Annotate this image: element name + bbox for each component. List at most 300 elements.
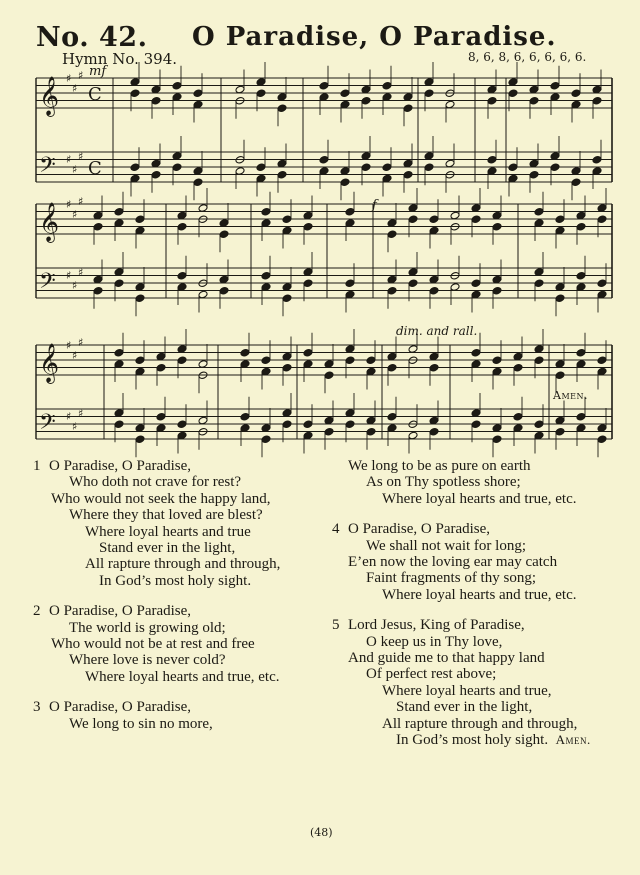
note-head bbox=[429, 363, 439, 372]
note-head bbox=[508, 89, 518, 98]
note-head bbox=[156, 363, 166, 372]
note-head bbox=[235, 167, 245, 176]
note-head bbox=[387, 219, 397, 228]
bass-clef: 𝄢 bbox=[39, 269, 56, 299]
note-head bbox=[324, 371, 334, 380]
note-head bbox=[471, 348, 481, 357]
note-head bbox=[172, 152, 182, 161]
note-head bbox=[114, 268, 124, 277]
note-head bbox=[130, 78, 140, 87]
note-head bbox=[576, 211, 586, 220]
note-head bbox=[177, 345, 187, 354]
note-head bbox=[408, 279, 418, 288]
verse-line: O keep us in Thy love, bbox=[366, 633, 503, 650]
common-time-sign: C bbox=[88, 84, 102, 105]
note-head bbox=[366, 427, 376, 436]
verse-line: As on Thy spotless shore; bbox=[366, 474, 521, 491]
sharp-sign: ♯ bbox=[66, 269, 72, 282]
note-head bbox=[261, 283, 271, 292]
note-head bbox=[261, 435, 271, 444]
verse-line: O Paradise, O Paradise, bbox=[49, 699, 192, 716]
verse-line: In God’s most holy sight. bbox=[99, 572, 252, 589]
note-head bbox=[256, 174, 266, 183]
note-head bbox=[130, 174, 140, 183]
verse-line: The world is growing old; bbox=[69, 619, 226, 636]
note-head bbox=[508, 174, 518, 183]
note-head bbox=[114, 207, 124, 216]
note-head bbox=[135, 367, 145, 376]
note-head bbox=[177, 431, 187, 440]
treble-clef: 𝄞 bbox=[39, 343, 60, 383]
note-head bbox=[319, 155, 329, 164]
sharp-sign: ♯ bbox=[78, 407, 84, 420]
verse-line: Who would not be at rest and free bbox=[51, 636, 255, 653]
verse-line: Who would not seek the happy land, bbox=[51, 490, 271, 507]
note-head bbox=[492, 275, 502, 284]
note-head bbox=[261, 207, 271, 216]
hymn-title: O Paradise, O Paradise. bbox=[192, 22, 557, 52]
note-head bbox=[282, 420, 292, 429]
note-head bbox=[151, 170, 161, 179]
bass-clef: 𝄢 bbox=[39, 410, 56, 440]
verse-line: Where loyal hearts and true, etc. bbox=[382, 586, 577, 603]
note-head bbox=[282, 352, 292, 361]
verse-line: Where loyal hearts and true, etc. bbox=[85, 668, 280, 685]
note-head bbox=[492, 367, 502, 376]
note-head bbox=[492, 222, 502, 231]
note-head bbox=[340, 100, 350, 109]
sharp-sign: ♯ bbox=[72, 163, 78, 176]
note-head bbox=[487, 155, 497, 164]
note-head bbox=[282, 215, 292, 224]
note-head bbox=[366, 356, 376, 365]
verse-5 bbox=[332, 617, 591, 748]
note-head bbox=[471, 290, 481, 299]
note-head bbox=[324, 360, 334, 369]
verse-line: We long to be as pure on earth bbox=[348, 458, 531, 474]
note-head bbox=[571, 89, 581, 98]
note-head bbox=[429, 427, 439, 436]
left-verse-column bbox=[33, 458, 280, 732]
note-head bbox=[529, 85, 539, 94]
verse-line: Who doth not crave for rest? bbox=[69, 474, 242, 491]
verse-line: All rapture through and through, bbox=[382, 715, 578, 732]
verse-3-continuation bbox=[332, 458, 591, 507]
verse-number: 2 bbox=[33, 603, 41, 620]
note-head bbox=[550, 81, 560, 90]
note-head bbox=[597, 204, 607, 213]
note-head bbox=[93, 222, 103, 231]
note-head bbox=[193, 178, 203, 187]
note-head bbox=[345, 279, 355, 288]
verse-line: Of perfect rest above; bbox=[366, 666, 497, 683]
note-head bbox=[597, 367, 607, 376]
note-head bbox=[403, 170, 413, 179]
note-head bbox=[492, 286, 502, 295]
sharp-sign: ♯ bbox=[78, 150, 84, 163]
sharp-sign: ♯ bbox=[72, 279, 78, 292]
note-head bbox=[177, 222, 187, 231]
note-head bbox=[177, 271, 187, 280]
note-head bbox=[508, 163, 518, 172]
note-head bbox=[93, 211, 103, 220]
note-head bbox=[219, 219, 229, 228]
note-head bbox=[387, 424, 397, 433]
note-head bbox=[177, 211, 187, 220]
note-head bbox=[534, 345, 544, 354]
note-head bbox=[555, 416, 565, 425]
note-head bbox=[529, 96, 539, 105]
hymn-reference: Hymn No. 394. bbox=[62, 50, 178, 68]
note-head bbox=[487, 85, 497, 94]
note-head bbox=[172, 163, 182, 172]
note-head bbox=[282, 283, 292, 292]
note-head bbox=[487, 167, 497, 176]
note-head bbox=[513, 352, 523, 361]
note-head bbox=[303, 222, 313, 231]
note-head bbox=[492, 356, 502, 365]
note-head bbox=[193, 89, 203, 98]
verse-line: We shall not wait for long; bbox=[366, 537, 527, 554]
note-head bbox=[597, 435, 607, 444]
note-head bbox=[235, 85, 245, 94]
note-head bbox=[529, 159, 539, 168]
note-head bbox=[382, 81, 392, 90]
note-head bbox=[277, 93, 287, 102]
note-head bbox=[424, 89, 434, 98]
note-head bbox=[382, 174, 392, 183]
verse-3 bbox=[33, 699, 280, 732]
note-head bbox=[592, 85, 602, 94]
common-time-sign: C bbox=[88, 158, 102, 179]
note-head bbox=[408, 215, 418, 224]
verse-line: All rapture through and through, bbox=[85, 556, 281, 573]
note-head bbox=[487, 96, 497, 105]
note-head bbox=[450, 283, 460, 292]
final-amen: Amen. bbox=[555, 732, 591, 748]
note-head bbox=[261, 271, 271, 280]
verse-line: Lord Jesus, King of Paradise, bbox=[348, 617, 525, 634]
note-head bbox=[382, 93, 392, 102]
note-head bbox=[576, 424, 586, 433]
note-head bbox=[597, 279, 607, 288]
note-head bbox=[387, 230, 397, 239]
note-head bbox=[114, 360, 124, 369]
note-head bbox=[555, 371, 565, 380]
note-head bbox=[450, 211, 460, 220]
sharp-sign: ♯ bbox=[72, 82, 78, 95]
verse-line: And guide me to that happy land bbox=[348, 650, 545, 667]
note-head bbox=[240, 360, 250, 369]
verse-2 bbox=[33, 603, 280, 685]
note-head bbox=[256, 163, 266, 172]
note-head bbox=[597, 356, 607, 365]
note-head bbox=[555, 283, 565, 292]
note-head bbox=[319, 167, 329, 176]
note-head bbox=[387, 412, 397, 421]
note-head bbox=[135, 424, 145, 433]
note-head bbox=[135, 215, 145, 224]
note-head bbox=[492, 211, 502, 220]
note-head bbox=[429, 215, 439, 224]
verse-line: Stand ever in the light, bbox=[99, 540, 236, 557]
note-head bbox=[193, 100, 203, 109]
dynamic-f: f bbox=[372, 198, 377, 213]
note-head bbox=[550, 163, 560, 172]
note-head bbox=[340, 89, 350, 98]
note-head bbox=[256, 89, 266, 98]
note-head bbox=[172, 93, 182, 102]
note-head bbox=[408, 268, 418, 277]
sharp-sign: ♯ bbox=[66, 153, 72, 166]
note-head bbox=[319, 81, 329, 90]
note-head bbox=[597, 290, 607, 299]
note-head bbox=[471, 409, 481, 418]
treble-clef: 𝄞 bbox=[39, 202, 60, 242]
note-head bbox=[261, 356, 271, 365]
note-head bbox=[345, 409, 355, 418]
note-head bbox=[130, 163, 140, 172]
note-head bbox=[555, 427, 565, 436]
note-head bbox=[345, 219, 355, 228]
sharp-sign: ♯ bbox=[66, 198, 72, 211]
note-head bbox=[114, 279, 124, 288]
note-head bbox=[429, 275, 439, 284]
note-head bbox=[361, 85, 371, 94]
note-head bbox=[198, 204, 208, 213]
verse-number: 1 bbox=[33, 458, 41, 474]
page-number: (48) bbox=[310, 826, 333, 839]
verse-line: Stand ever in the light, bbox=[396, 699, 533, 716]
note-head bbox=[592, 167, 602, 176]
note-head bbox=[219, 275, 229, 284]
right-verse-column bbox=[332, 458, 591, 749]
note-head bbox=[277, 104, 287, 113]
note-head bbox=[151, 85, 161, 94]
note-head bbox=[387, 363, 397, 372]
note-head bbox=[508, 78, 518, 87]
verse-line: In God’s most holy sight. bbox=[396, 732, 549, 749]
note-head bbox=[277, 159, 287, 168]
note-head bbox=[156, 412, 166, 421]
verse-line: E’en now the loving ear may catch bbox=[348, 554, 558, 571]
note-head bbox=[534, 431, 544, 440]
note-head bbox=[156, 352, 166, 361]
note-head bbox=[387, 352, 397, 361]
note-head bbox=[240, 424, 250, 433]
verse-line: Where loyal hearts and true, etc. bbox=[382, 490, 577, 507]
note-head bbox=[261, 219, 271, 228]
note-head bbox=[303, 279, 313, 288]
note-head bbox=[261, 424, 271, 433]
note-head bbox=[534, 356, 544, 365]
note-head bbox=[571, 100, 581, 109]
note-head bbox=[555, 294, 565, 303]
note-head bbox=[424, 163, 434, 172]
note-head bbox=[429, 226, 439, 235]
note-head bbox=[135, 435, 145, 444]
note-head bbox=[319, 93, 329, 102]
note-head bbox=[429, 286, 439, 295]
note-head bbox=[597, 215, 607, 224]
note-head bbox=[592, 96, 602, 105]
note-head bbox=[172, 81, 182, 90]
note-head bbox=[387, 286, 397, 295]
treble-clef: 𝄞 bbox=[39, 76, 60, 116]
note-head bbox=[382, 163, 392, 172]
note-head bbox=[403, 159, 413, 168]
note-head bbox=[151, 96, 161, 105]
dynamic-mf: mf bbox=[89, 64, 107, 79]
note-head bbox=[471, 215, 481, 224]
verse-line: O Paradise, O Paradise, bbox=[49, 458, 192, 474]
note-head bbox=[576, 348, 586, 357]
sharp-sign: ♯ bbox=[78, 266, 84, 279]
note-head bbox=[403, 104, 413, 113]
sharp-sign: ♯ bbox=[78, 336, 84, 349]
note-head bbox=[345, 420, 355, 429]
note-head bbox=[534, 268, 544, 277]
note-head bbox=[555, 360, 565, 369]
note-head bbox=[534, 207, 544, 216]
note-head bbox=[366, 367, 376, 376]
note-head bbox=[576, 222, 586, 231]
verse-line: We long to sin no more, bbox=[69, 715, 213, 732]
note-head bbox=[366, 416, 376, 425]
note-head bbox=[282, 294, 292, 303]
note-head bbox=[597, 424, 607, 433]
note-head bbox=[303, 360, 313, 369]
note-head bbox=[576, 271, 586, 280]
note-head bbox=[93, 286, 103, 295]
hymn-number: No. 42. bbox=[36, 22, 148, 53]
note-head bbox=[445, 100, 455, 109]
note-head bbox=[513, 412, 523, 421]
note-head bbox=[576, 283, 586, 292]
sharp-sign: ♯ bbox=[72, 420, 78, 433]
note-head bbox=[471, 360, 481, 369]
note-head bbox=[424, 78, 434, 87]
note-head bbox=[471, 279, 481, 288]
note-head bbox=[303, 420, 313, 429]
note-head bbox=[303, 431, 313, 440]
note-head bbox=[114, 409, 124, 418]
verse-number: 5 bbox=[332, 617, 340, 634]
note-head bbox=[177, 356, 187, 365]
note-head bbox=[529, 170, 539, 179]
note-head bbox=[408, 431, 418, 440]
note-head bbox=[550, 93, 560, 102]
verse-line: Where loyal hearts and true bbox=[85, 523, 251, 540]
note-head bbox=[345, 207, 355, 216]
note-head bbox=[282, 363, 292, 372]
note-head bbox=[303, 348, 313, 357]
note-head bbox=[534, 219, 544, 228]
note-head bbox=[592, 155, 602, 164]
note-head bbox=[240, 412, 250, 421]
note-head bbox=[151, 159, 161, 168]
verse-line: Where love is never cold? bbox=[69, 652, 226, 669]
note-head bbox=[492, 435, 502, 444]
note-head bbox=[135, 226, 145, 235]
score-amen-label: Amen. bbox=[553, 389, 588, 402]
note-head bbox=[571, 167, 581, 176]
note-head bbox=[135, 283, 145, 292]
verse-line: Faint fragments of thy song; bbox=[366, 570, 536, 587]
note-head bbox=[345, 356, 355, 365]
note-head bbox=[403, 93, 413, 102]
note-head bbox=[324, 416, 334, 425]
note-head bbox=[387, 275, 397, 284]
sharp-sign: ♯ bbox=[66, 72, 72, 85]
note-head bbox=[198, 290, 208, 299]
note-head bbox=[130, 89, 140, 98]
verse-line: O Paradise, O Paradise, bbox=[49, 603, 192, 620]
note-head bbox=[219, 286, 229, 295]
note-head bbox=[135, 294, 145, 303]
note-head bbox=[282, 226, 292, 235]
note-head bbox=[114, 420, 124, 429]
note-head bbox=[576, 360, 586, 369]
note-head bbox=[277, 170, 287, 179]
note-head bbox=[429, 416, 439, 425]
note-head bbox=[340, 178, 350, 187]
verse-number: 3 bbox=[33, 699, 41, 716]
sharp-sign: ♯ bbox=[72, 208, 78, 221]
note-head bbox=[156, 424, 166, 433]
meter-label: 8, 6, 8, 6, 6, 6, 6, 6. bbox=[468, 50, 587, 64]
note-head bbox=[555, 226, 565, 235]
sharp-sign: ♯ bbox=[78, 69, 84, 82]
note-head bbox=[534, 420, 544, 429]
note-head bbox=[193, 167, 203, 176]
note-head bbox=[471, 204, 481, 213]
sharp-sign: ♯ bbox=[72, 349, 78, 362]
sharp-sign: ♯ bbox=[78, 195, 84, 208]
note-head bbox=[240, 348, 250, 357]
note-head bbox=[471, 420, 481, 429]
dim-rall-marking: dim. and rall. bbox=[396, 324, 478, 338]
note-head bbox=[256, 78, 266, 87]
note-head bbox=[429, 352, 439, 361]
verse-line: Where they that loved are blest? bbox=[69, 507, 263, 524]
note-head bbox=[345, 290, 355, 299]
note-head bbox=[576, 412, 586, 421]
verse-line: Where loyal hearts and true, bbox=[382, 682, 552, 699]
note-head bbox=[492, 424, 502, 433]
note-head bbox=[198, 416, 208, 425]
note-head bbox=[114, 219, 124, 228]
note-head bbox=[361, 152, 371, 161]
note-head bbox=[550, 152, 560, 161]
note-head bbox=[303, 268, 313, 277]
note-head bbox=[303, 211, 313, 220]
note-head bbox=[361, 163, 371, 172]
note-head bbox=[198, 360, 208, 369]
note-head bbox=[114, 348, 124, 357]
note-head bbox=[571, 178, 581, 187]
note-head bbox=[219, 230, 229, 239]
note-head bbox=[177, 283, 187, 292]
sharp-sign: ♯ bbox=[66, 339, 72, 352]
bass-clef: 𝄢 bbox=[39, 153, 56, 183]
note-head bbox=[340, 167, 350, 176]
note-head bbox=[135, 356, 145, 365]
verse-1 bbox=[33, 458, 280, 589]
note-head bbox=[513, 424, 523, 433]
note-head bbox=[408, 204, 418, 213]
note-head bbox=[534, 279, 544, 288]
